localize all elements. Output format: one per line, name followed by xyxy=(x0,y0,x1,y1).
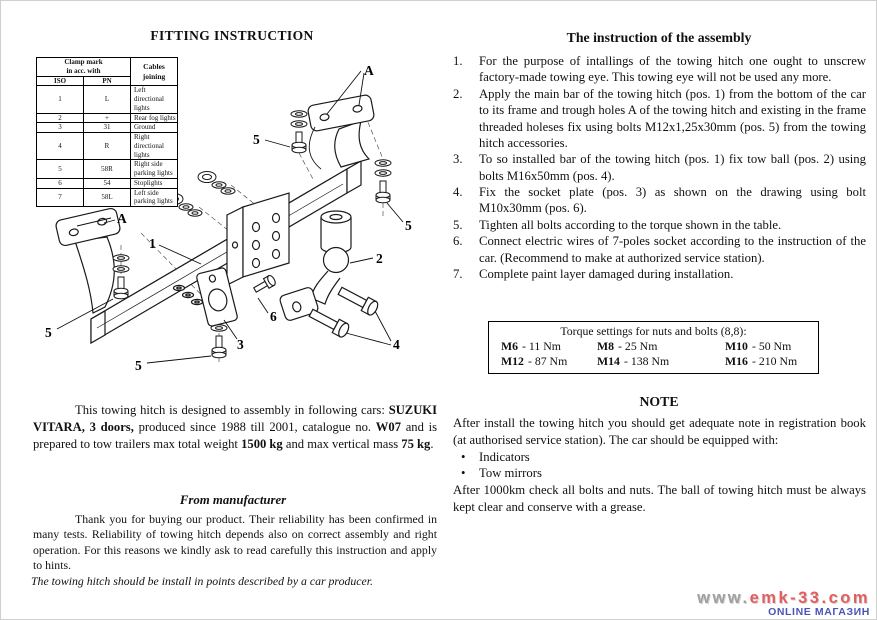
list-item: • Indicators xyxy=(453,449,866,466)
list-item: 4. Fix the socket plate (pos. 3) as shown on the drawing using bolt M10x30mm (pos. 6). xyxy=(453,185,866,216)
list-item: 6. Connect electric wires of 7-poles socket according to the instruction of the car. (Recommend to make at authorized service station). xyxy=(453,234,866,265)
bullet-icon: • xyxy=(461,466,466,481)
label-a-top: A xyxy=(364,63,374,78)
watermark-www: www. xyxy=(697,589,750,607)
note-paragraph-2: After 1000km check all bolts and nuts. The ball of towing hitch must be always kept clear and conserve with a grease. xyxy=(453,483,866,514)
manufacturer-footnote: The towing hitch should be install in points described by a car producer. xyxy=(31,574,373,588)
towing-hitch-diagram xyxy=(31,57,431,393)
note-title: NOTE xyxy=(639,394,679,409)
list-item: 3. To so installed bar of the towing hitch (pos. 1) fix tow ball (pos. 2) using bolts M16x50mm (pos. 4). xyxy=(453,152,866,183)
assembly-title: The instruction of the assembly xyxy=(566,30,752,45)
torque-settings-table xyxy=(488,321,819,374)
clamp-header-iso: ISO xyxy=(37,76,84,86)
clamp-header-line2: in acc. with xyxy=(66,66,101,75)
table-row: 3 31 Ground xyxy=(37,123,178,133)
table-row: 7 58L Left side parking lights xyxy=(37,188,178,207)
fitting-instruction-title: FITTING INSTRUCTION xyxy=(150,28,314,43)
clamp-mark-table xyxy=(36,57,178,207)
list-item: 2. Apply the main bar of the towing hitch (pos. 1) from the bottom of the car to its frame and trough holes A of the towing hitch and existing in the frame threaded holeses fix using bolts M12x1,25x30mm (pos. 5) from the towing hitch accessories. xyxy=(453,86,866,150)
label-3-socket: 3 xyxy=(237,337,244,352)
from-manufacturer-title: From manufacturer xyxy=(179,493,287,507)
table-row: 5 58R Right side parking lights xyxy=(37,160,178,179)
clamp-header-line1: Clamp mark xyxy=(64,58,103,66)
clamp-header-left xyxy=(37,58,131,77)
note-paragraph-1: After install the towing hitch you should get adequate note in registration book (at authorised service station). The car should be equipped with: xyxy=(453,416,866,447)
watermark-domain: emk-33.com xyxy=(749,589,870,607)
shop-watermark xyxy=(697,590,870,617)
list-item: 7. Complete paint layer damaged during installation. xyxy=(453,266,734,281)
bolt-stack-left-upper xyxy=(113,255,129,299)
torque-table-row: M12 - 87 Nm M14 - 138 Nm M16 - 210 Nm xyxy=(501,354,798,368)
note-section xyxy=(453,415,866,516)
clamp-header-cables: Cables joining xyxy=(131,58,178,86)
torque-table-title: Torque settings for nuts and bolts (8,8): xyxy=(560,324,747,338)
center-bracket xyxy=(227,193,289,285)
table-row: 1 L Left directional lights xyxy=(37,86,178,113)
torque-table-row: M6 - 11 Nm M8 - 25 Nm M10 - 50 Nm xyxy=(501,339,792,353)
list-item: • Tow mirrors xyxy=(453,465,866,482)
watermark-url xyxy=(697,590,870,607)
label-2-ball: 2 xyxy=(376,251,383,266)
clamp-header-pn: PN xyxy=(84,76,131,86)
label-5-bottom: 5 xyxy=(135,358,142,373)
from-manufacturer-body: Thank you for buying our product. Their reliability has been confirmed in many tests. Reliability of towing hitch depends also on correct assembly and right operation. For this reasons we kindly ask to read carefully this instruction and apply to hints. xyxy=(33,512,437,572)
label-1-bar: 1 xyxy=(149,236,156,251)
label-a-left: A xyxy=(117,211,127,226)
car-compatibility-paragraph: This towing hitch is designed to assembly in following cars: SUZUKI VITARA, 3 doors, produced since 1988 till 2001, catalogue no. W07 and is prepared to tow trailers max total weight 1500 kg and max vertical mass 75 kg. xyxy=(33,403,437,451)
label-5-top: 5 xyxy=(253,132,260,147)
table-row: 4 R Right directional lights xyxy=(37,133,178,160)
tow-ball xyxy=(279,211,351,322)
label-5-right: 5 xyxy=(405,218,412,233)
label-5-bottomleft: 5 xyxy=(45,325,52,340)
assembly-instruction-list xyxy=(453,53,866,282)
list-item: 1. For the purpose of intallings of the towing hitch one ought to unscrew factory-made towing eye. This towing eye will not be used any more. xyxy=(453,54,866,85)
bolt-stack-right xyxy=(375,160,391,203)
bullet-icon: • xyxy=(461,449,466,464)
table-row: 6 54 Stoplights xyxy=(37,178,178,188)
list-item: 5. Tighten all bolts according to the torque shown in the table. xyxy=(453,217,782,232)
right-mount-plate xyxy=(307,94,375,169)
bolt-m10 xyxy=(252,274,277,295)
watermark-subtitle: ONLINE МАГАЗИН xyxy=(768,605,870,618)
table-row: 2 + Rear fog lights xyxy=(37,113,178,123)
label-4-bolts: 4 xyxy=(393,337,400,352)
bolt-stack-top-middle xyxy=(291,111,307,153)
label-6-bolt: 6 xyxy=(270,309,277,324)
